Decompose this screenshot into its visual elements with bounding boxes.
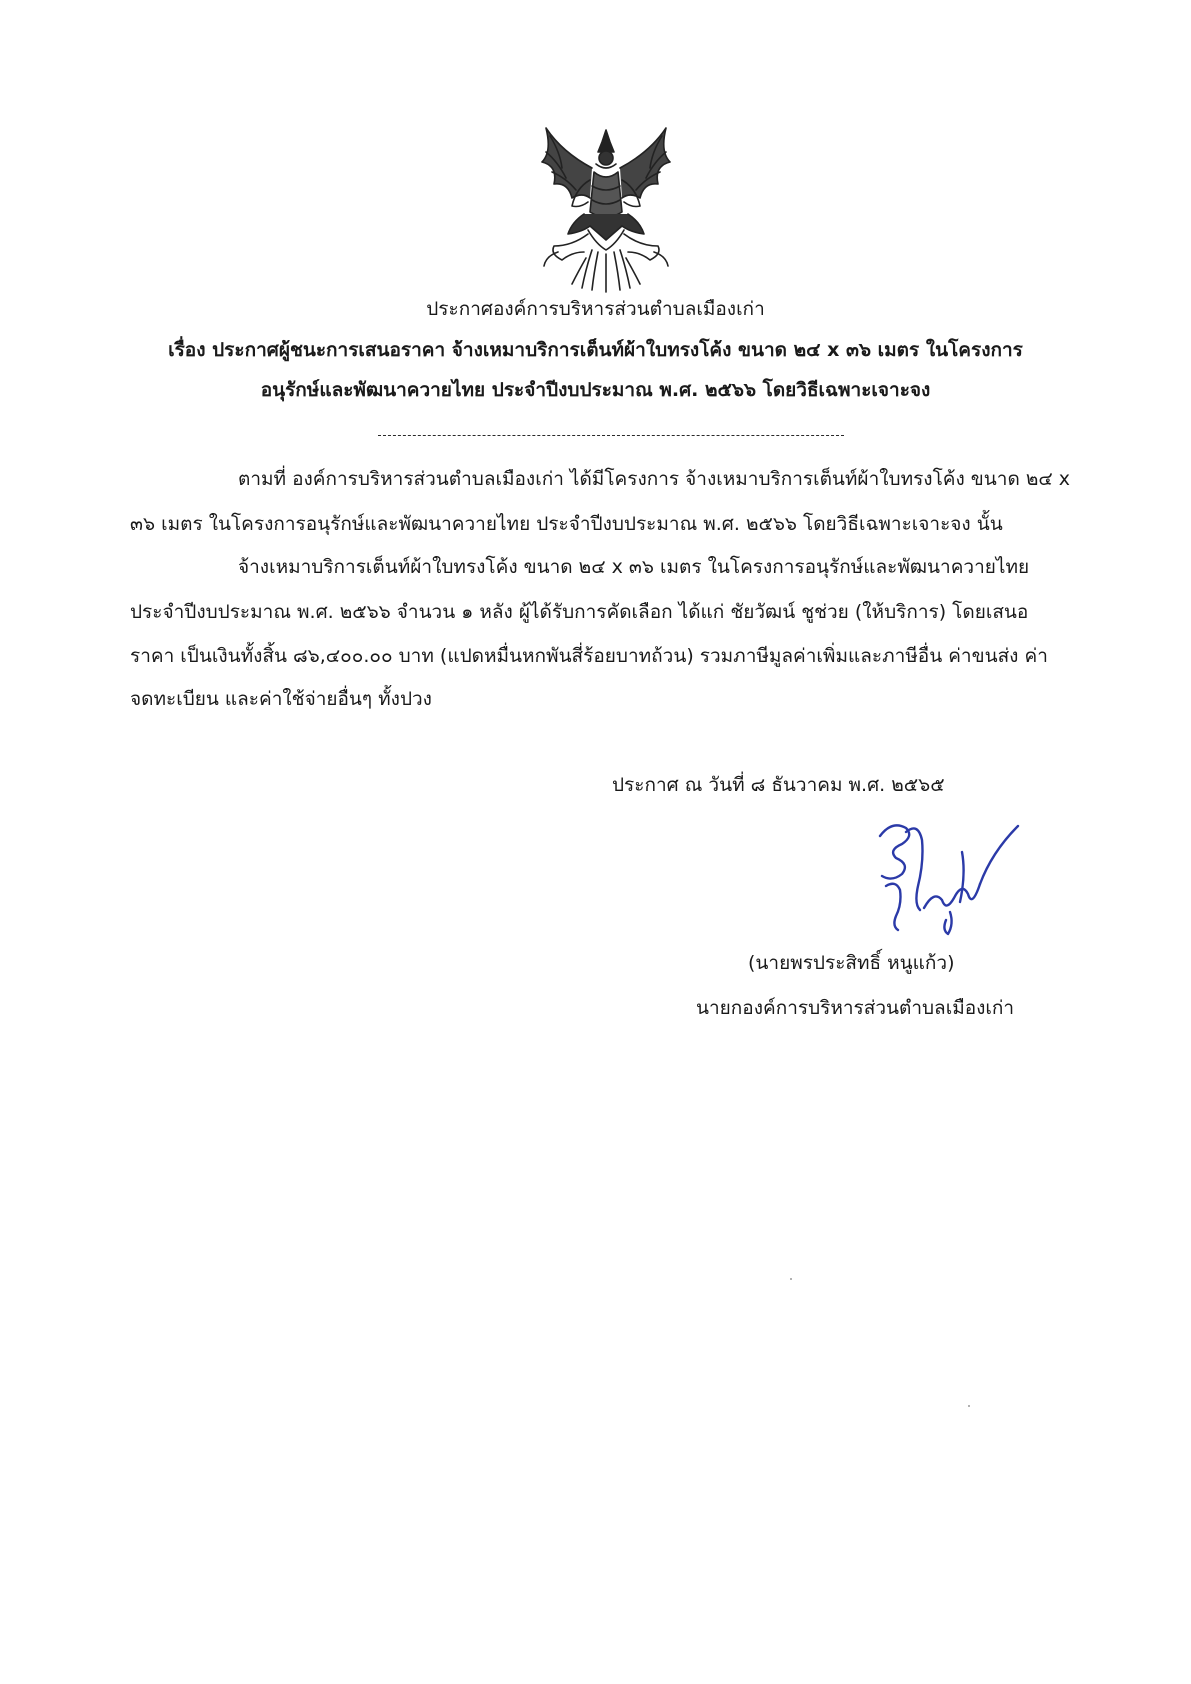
announcement-date: ประกาศ ณ วันที่ ๘ ธันวาคม พ.ศ. ๒๕๖๕ (612, 774, 945, 796)
paragraph-2-line-2: ประจำปีงบประมาณ พ.ศ. ๒๕๖๖ จำนวน ๑ หลัง ผู้ได้รับการคัดเลือก ได้แก่ ชัยวัฒน์ ชูช่วย (ให้บริการ) โดยเสนอ (130, 601, 1029, 623)
document-subject-line-1: เรื่อง ประกาศผู้ชนะการเสนอราคา จ้างเหมาบริการเต็นท์ผ้าใบทรงโค้ง ขนาด ๒๔ x ๓๖ เมตร ในโครงการ (168, 339, 1023, 361)
paragraph-2-line-1: จ้างเหมาบริการเต็นท์ผ้าใบทรงโค้ง ขนาด ๒๔ x ๓๖ เมตร ในโครงการอนุรักษ์และพัฒนาควายไทย (238, 556, 1030, 578)
garuda-emblem-icon (532, 122, 680, 294)
paragraph-2-line-4: จดทะเบียน และค่าใช้จ่ายอื่นๆ ทั้งปวง (130, 688, 432, 710)
signer-title: นายกองค์การบริหารส่วนตำบลเมืองเก่า (696, 997, 1015, 1019)
paragraph-1-line-1: ตามที่ องค์การบริหารส่วนตำบลเมืองเก่า ได้มีโครงการ จ้างเหมาบริการเต็นท์ผ้าใบทรงโค้ง ขนาด ๒๔ x (238, 468, 1071, 490)
document-heading-organization: ประกาศองค์การบริหารส่วนตำบลเมืองเก่า (426, 298, 765, 320)
paragraph-2-line-3: ราคา เป็นเงินทั้งสิ้น ๘๖,๔๐๐.๐๐ บาท (แปดหมื่นหกพันสี่ร้อยบาทถ้วน) รวมภาษีมูลค่าเพิ่มและภาษีอื่น ค่าขนส่ง ค่า (130, 645, 1048, 667)
signer-name: (นายพรประสิทธิ์ หนูแก้ว) (748, 952, 955, 974)
handwritten-signature (862, 812, 1022, 940)
document-subject-line-2: อนุรักษ์และพัฒนาควายไทย ประจำปีงบประมาณ พ.ศ. ๒๕๖๖ โดยวิธีเฉพาะเจาะจง (260, 379, 931, 401)
paragraph-1-line-2: ๓๖ เมตร ในโครงการอนุรักษ์และพัฒนาควายไทย ประจำปีงบประมาณ พ.ศ. ๒๕๖๖ โดยวิธีเฉพาะเจาะจง นั้น (130, 513, 1003, 535)
scan-speck (790, 1278, 792, 1280)
heading-divider (378, 435, 844, 436)
scan-speck (968, 1405, 970, 1407)
